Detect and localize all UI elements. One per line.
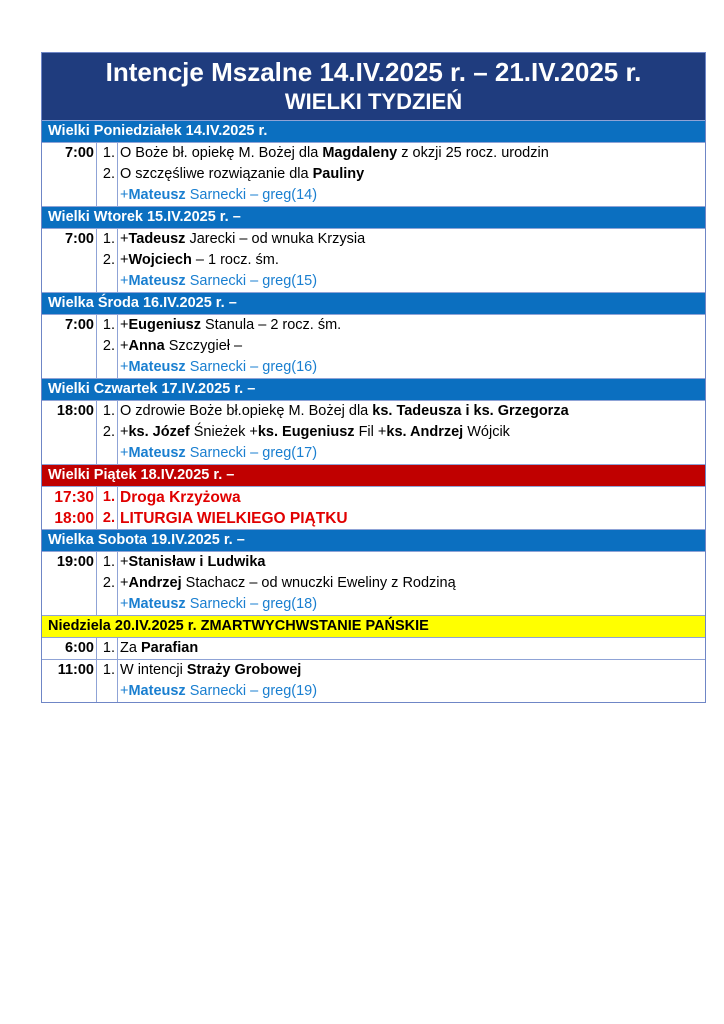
intention-number: 1. — [97, 487, 118, 508]
intention-fragment: + — [120, 575, 129, 591]
intention-fragment: Sarnecki – greg(15) — [185, 273, 318, 289]
day-header: Wielki Poniedziałek 14.IV.2025 r. — [42, 120, 705, 142]
intention-fragment: Wójcik — [463, 424, 510, 440]
intention-row — [42, 659, 705, 681]
intention-fragment: LITURGIA WIELKIEGO PIĄTKU — [120, 510, 348, 527]
intention-name: Andrzej — [128, 575, 182, 591]
intention-fragment: + — [120, 187, 129, 203]
intention-text — [118, 143, 705, 164]
intention-name: Mateusz — [128, 596, 186, 612]
intention-number: 2. — [97, 250, 118, 271]
intention-fragment: + — [120, 596, 129, 612]
intention-text — [118, 250, 705, 271]
intention-row — [42, 637, 705, 659]
days-list — [42, 120, 705, 702]
mass-time: 7:00 — [42, 229, 97, 250]
intention-fragment: Sarnecki – greg(16) — [185, 359, 318, 375]
intention-fragment: O zdrowie Boże bł.opiekę M. Bożej dla — [120, 403, 373, 419]
intention-text — [118, 573, 705, 594]
intention-fragment: O Boże bł. opiekę M. Bożej dla — [120, 145, 323, 161]
intention-number: 1. — [97, 638, 118, 659]
intention-fragment: O szczęśliwe rozwiązanie dla — [120, 166, 313, 182]
intention-row — [42, 336, 705, 357]
intention-number — [97, 185, 118, 206]
day-header: Wielki Piątek 18.IV.2025 r. – — [42, 464, 705, 486]
intention-row — [42, 443, 705, 464]
intention-fragment: W intencji — [120, 662, 187, 678]
intention-number: 2. — [97, 336, 118, 357]
intention-row — [42, 228, 705, 250]
intention-name: Eugeniusz — [128, 317, 201, 333]
intention-row — [42, 357, 705, 378]
intention-row — [42, 250, 705, 271]
intention-text — [118, 315, 705, 336]
intention-text — [118, 422, 705, 443]
mass-time — [42, 443, 97, 464]
intention-row — [42, 422, 705, 443]
intention-fragment: Stachacz – od wnuczki Eweliny z Rodziną — [181, 575, 456, 591]
intention-fragment: Szczygieł – — [164, 338, 243, 354]
intention-row — [42, 486, 705, 508]
intention-text — [118, 357, 705, 378]
intention-fragment: + — [120, 554, 129, 570]
intention-fragment: Sarnecki – greg(19) — [185, 683, 318, 699]
intention-text — [118, 487, 705, 508]
intention-name: ks. Andrzej — [386, 424, 464, 440]
mass-time: 19:00 — [42, 552, 97, 573]
intention-name: Pauliny — [312, 166, 365, 182]
intention-text — [118, 638, 705, 659]
mass-time — [42, 357, 97, 378]
mass-time: 6:00 — [42, 638, 97, 659]
intention-number — [97, 681, 118, 702]
intention-name: Mateusz — [128, 273, 186, 289]
intention-fragment: z okzji 25 rocz. urodzin — [397, 145, 549, 161]
intention-number: 2. — [97, 422, 118, 443]
intention-fragment: Sarnecki – greg(18) — [185, 596, 318, 612]
intention-fragment: + — [120, 231, 129, 247]
title-block — [42, 53, 705, 120]
intention-row — [42, 573, 705, 594]
intention-name: Mateusz — [128, 445, 186, 461]
intention-name: Mateusz — [128, 187, 186, 203]
day-header: Niedziela 20.IV.2025 r. ZMARTWYCHWSTANIE PAŃSKIE — [42, 615, 705, 637]
page-subtitle: WIELKI TYDZIEŃ — [284, 89, 463, 114]
intention-text — [118, 660, 705, 681]
intention-name: Mateusz — [128, 683, 186, 699]
intention-text — [118, 401, 705, 422]
intention-name: ks. Józef — [128, 424, 190, 440]
intention-number — [97, 357, 118, 378]
mass-time — [42, 336, 97, 357]
mass-time — [42, 594, 97, 615]
intention-name: Stanisław i Ludwika — [128, 554, 266, 570]
mass-time: 17:30 — [42, 487, 97, 508]
intention-fragment: Za — [120, 640, 141, 656]
intention-fragment: + — [120, 338, 129, 354]
intention-number — [97, 271, 118, 292]
day-header: Wielki Czwartek 17.IV.2025 r. – — [42, 378, 705, 400]
day-header: Wielka Środa 16.IV.2025 r. – — [42, 292, 705, 314]
intention-number: 1. — [97, 401, 118, 422]
intention-name: Parafian — [140, 640, 199, 656]
intention-fragment: + — [120, 317, 129, 333]
mass-time — [42, 271, 97, 292]
mass-time — [42, 250, 97, 271]
mass-time: 7:00 — [42, 143, 97, 164]
intention-number: 1. — [97, 143, 118, 164]
intention-row — [42, 185, 705, 206]
intention-name: Mateusz — [128, 359, 186, 375]
intentions-sheet — [41, 52, 706, 703]
intention-fragment: + — [120, 252, 129, 268]
intention-fragment: Fil + — [354, 424, 387, 440]
intention-number: 2. — [97, 164, 118, 185]
intention-name: Wojciech — [128, 252, 192, 268]
intention-number: 1. — [97, 229, 118, 250]
intention-name: Anna — [128, 338, 165, 354]
intention-number: 1. — [97, 315, 118, 336]
mass-time: 18:00 — [42, 401, 97, 422]
intention-number: 1. — [97, 552, 118, 573]
intention-text — [118, 508, 705, 529]
mass-time — [42, 422, 97, 443]
intention-name: ks. Tadeusza i ks. Grzegorza — [372, 403, 569, 419]
intention-fragment: + — [120, 445, 129, 461]
mass-time — [42, 681, 97, 702]
intention-name: Tadeusz — [128, 231, 186, 247]
intention-text — [118, 594, 705, 615]
intention-text — [118, 552, 705, 573]
intention-fragment: – 1 rocz. śm. — [191, 252, 279, 268]
intention-fragment: + — [120, 359, 129, 375]
mass-time: 18:00 — [42, 508, 97, 529]
intention-row — [42, 551, 705, 573]
intention-name: ks. Eugeniusz — [257, 424, 355, 440]
intention-text — [118, 271, 705, 292]
day-header: Wielki Wtorek 15.IV.2025 r. – — [42, 206, 705, 228]
intention-number: 2. — [97, 573, 118, 594]
intention-text — [118, 681, 705, 702]
mass-time — [42, 573, 97, 594]
intention-row — [42, 400, 705, 422]
mass-time — [42, 185, 97, 206]
intention-text — [118, 164, 705, 185]
intention-fragment: Droga Krzyżowa — [120, 489, 241, 506]
intention-fragment: Śnieżek + — [189, 424, 258, 440]
intention-name: Magdaleny — [322, 145, 398, 161]
intention-fragment: Jarecki – od wnuka Krzysia — [185, 231, 366, 247]
intention-fragment: Stanula – 2 rocz. śm. — [200, 317, 342, 333]
intention-text — [118, 443, 705, 464]
intention-fragment: + — [120, 683, 129, 699]
intention-fragment: + — [120, 424, 129, 440]
intention-text — [118, 336, 705, 357]
mass-time — [42, 164, 97, 185]
intention-row — [42, 271, 705, 292]
intention-text — [118, 229, 705, 250]
intention-number: 1. — [97, 660, 118, 681]
intention-row — [42, 164, 705, 185]
mass-time: 11:00 — [42, 660, 97, 681]
intention-text — [118, 185, 705, 206]
intention-number — [97, 443, 118, 464]
intention-number — [97, 594, 118, 615]
intention-fragment: Sarnecki – greg(17) — [185, 445, 318, 461]
intention-number: 2. — [97, 508, 118, 529]
intention-row — [42, 142, 705, 164]
intention-row — [42, 314, 705, 336]
page-title: Intencje Mszalne 14.IV.2025 r. – 21.IV.2025 r. — [105, 57, 642, 87]
intention-fragment: + — [120, 273, 129, 289]
mass-time: 7:00 — [42, 315, 97, 336]
day-header: Wielka Sobota 19.IV.2025 r. – — [42, 529, 705, 551]
intention-row — [42, 508, 705, 529]
intention-row — [42, 681, 705, 702]
intention-name: Straży Grobowej — [186, 662, 302, 678]
intention-row — [42, 594, 705, 615]
intention-fragment: Sarnecki – greg(14) — [185, 187, 318, 203]
